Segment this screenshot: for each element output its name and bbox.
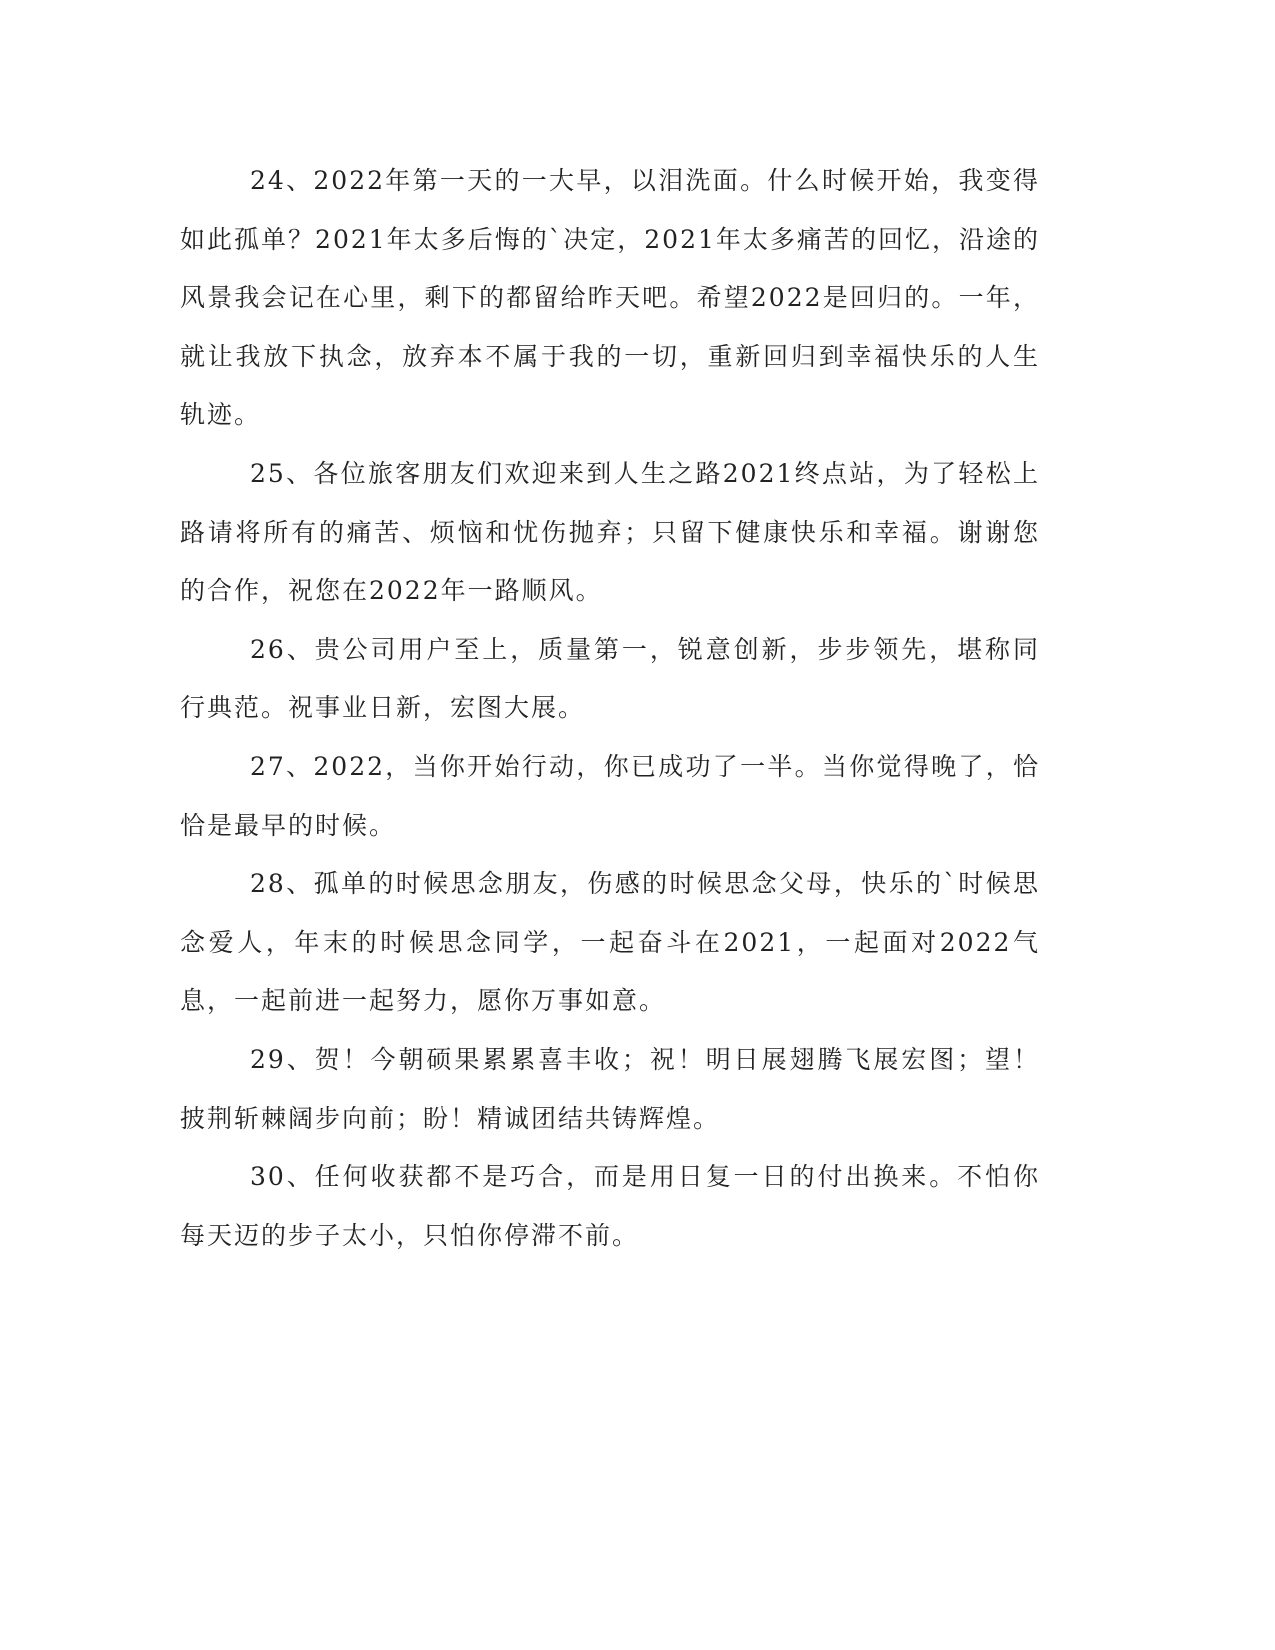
paragraph-30: 30、任何收获都不是巧合，而是用日复一日的付出换来。不怕你每天迈的步子太小，只怕你停滞不前。: [180, 1162, 1040, 1250]
paragraph-26: 26、贵公司用户至上，质量第一，锐意创新，步步领先，堪称同行典范。祝事业日新，宏图大展。: [180, 634, 1040, 723]
document-body: [180, 152, 1040, 1265]
paragraph-25: 25、各位旅客朋友们欢迎来到人生之路2021终点站，为了轻松上路请将所有的痛苦、烦恼和忧伤抛弃；只留下健康快乐和幸福。谢谢您的合作，祝您在2022年一路顺风。: [180, 458, 1040, 606]
paragraph-29: 29、贺！今朝硕果累累喜丰收；祝！明日展翅腾飞展宏图；望！披荆斩棘阔步向前；盼！精诚团结共铸辉煌。: [180, 1044, 1040, 1133]
paragraph-28: 28、孤单的时候思念朋友，伤感的时候思念父母，快乐的`时候思念爱人，年末的时候思念同学，一起奋斗在2021，一起面对2022气息，一起前进一起努力，愿你万事如意。: [180, 869, 1040, 1016]
paragraph-27: 27、2022，当你开始行动，你已成功了一半。当你觉得晚了，恰恰是最早的时候。: [180, 751, 1040, 840]
paragraph-24: 24、2022年第一天的一大早，以泪洗面。什么时候开始，我变得如此孤单？2021年太多后悔的`决定，2021年太多痛苦的回忆，沿途的风景我会记在心里，剩下的都留给昨天吧。希望2022是回归的。一年，就让我放下执念，放弃本不属于我的一切，重新回归到幸福快乐的人生轨迹。: [180, 166, 1040, 430]
